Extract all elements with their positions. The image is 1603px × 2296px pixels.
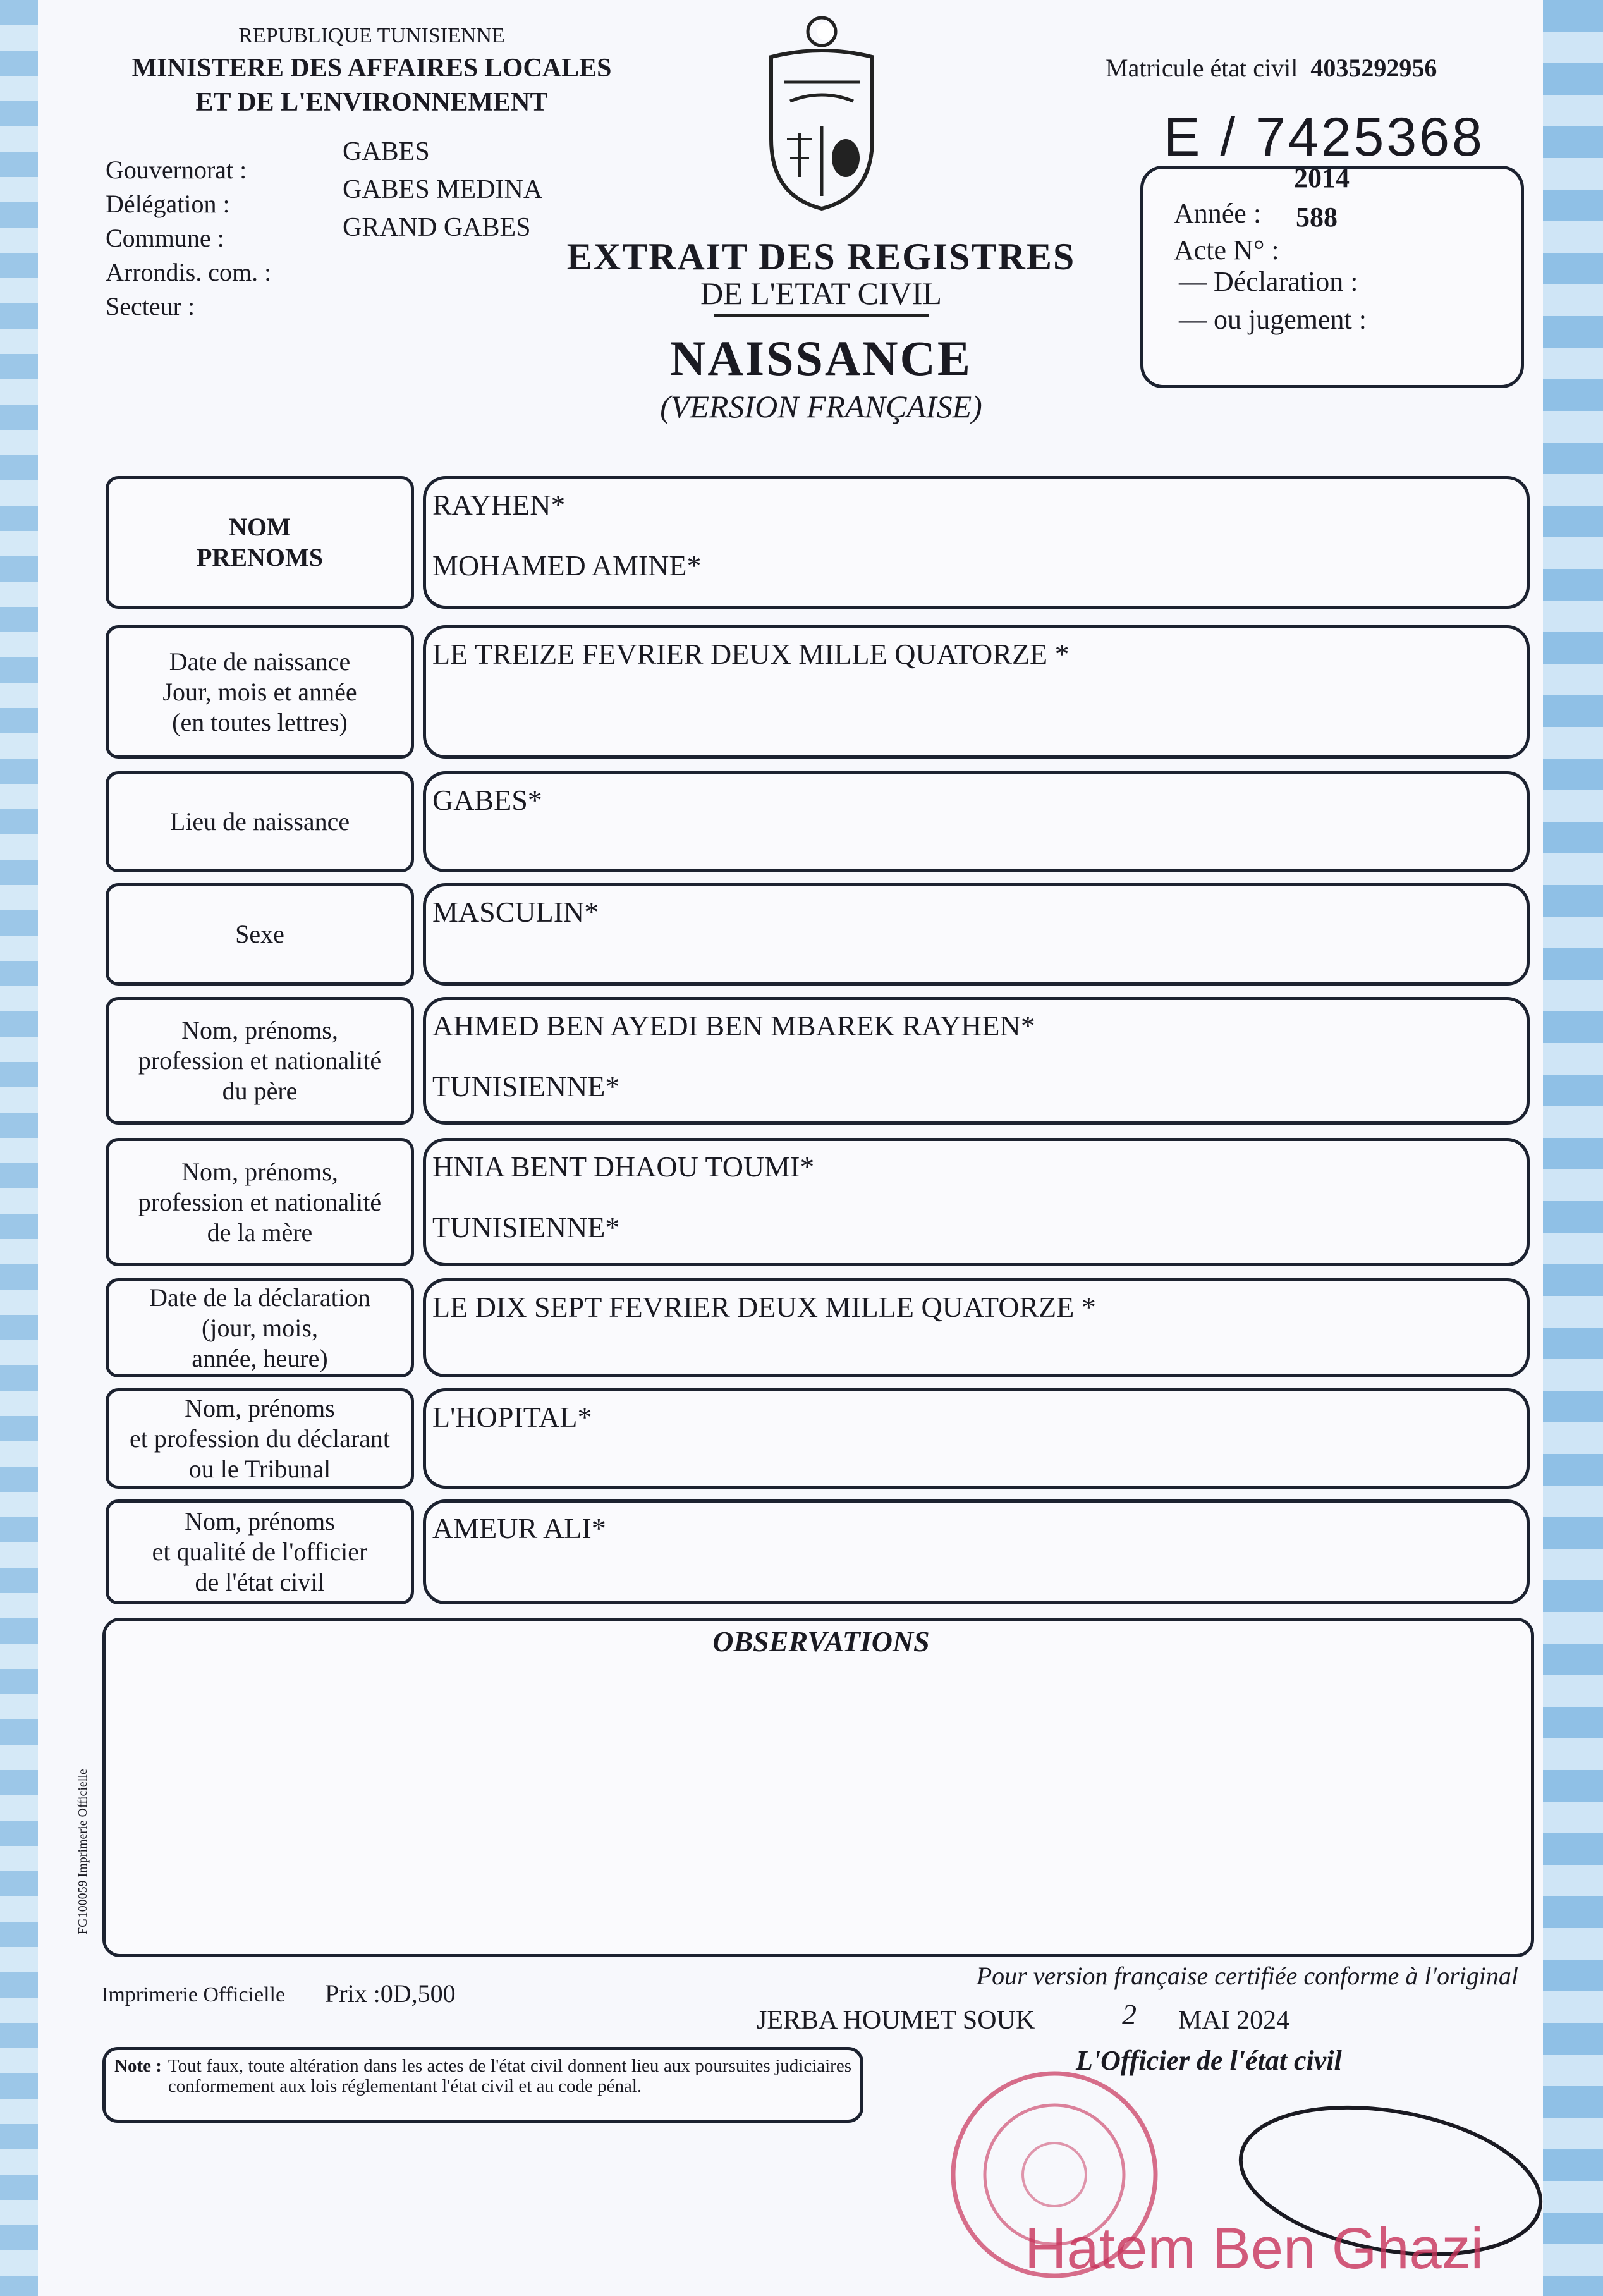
label-line: PRENOMS xyxy=(197,543,323,571)
field-value xyxy=(423,1278,1530,1377)
label-line: (jour, mois, xyxy=(202,1313,318,1342)
label-line: Sexe xyxy=(235,920,284,948)
field-label xyxy=(106,1278,414,1377)
value-gouvernorat: GABES xyxy=(343,137,430,166)
label-line: Lieu de naissance xyxy=(169,807,350,836)
issue-place: JERBA HOUMET SOUK xyxy=(757,2006,1035,2035)
printer-label: Imprimerie Officielle xyxy=(101,1983,286,2006)
field-value xyxy=(423,1499,1530,1604)
title-divider xyxy=(714,314,929,317)
signature-name: Hatem Ben Ghazi xyxy=(1025,2216,1484,2281)
value-line: TUNISIENNE* xyxy=(432,1211,620,1243)
certified-label: Pour version française certifiée conforme à l'original xyxy=(976,1962,1518,1990)
security-border-right xyxy=(1543,0,1603,2296)
ministry-line-2: ET DE L'ENVIRONNEMENT xyxy=(195,88,548,117)
label-secteur: Secteur : xyxy=(106,292,195,321)
field-label xyxy=(106,1499,414,1604)
admin-labels xyxy=(106,153,271,324)
value-line: AHMED BEN AYEDI BEN MBAREK RAYHEN* xyxy=(432,1010,1035,1042)
value-line: TUNISIENNE* xyxy=(432,1070,620,1102)
label-line: ou le Tribunal xyxy=(188,1454,331,1483)
field-value xyxy=(423,771,1530,872)
label-line: de l'état civil xyxy=(195,1568,325,1596)
label-delegation: Délégation : xyxy=(106,190,230,218)
value-delegation: GABES MEDINA xyxy=(343,175,543,204)
issue-day: 2 xyxy=(1122,1998,1137,2030)
value-commune: GRAND GABES xyxy=(343,213,531,242)
acte-label: Acte N° : xyxy=(1174,235,1279,266)
field-label xyxy=(106,883,414,986)
matricule: Matricule état civil 4035292956 xyxy=(1106,54,1437,82)
label-line: Date de naissance xyxy=(169,647,351,676)
document-type: NAISSANCE xyxy=(670,331,972,386)
field-value xyxy=(423,1388,1530,1489)
label-line: et profession du déclarant xyxy=(129,1424,391,1453)
value-line: GABES* xyxy=(432,784,542,816)
field-value xyxy=(423,1138,1530,1266)
security-border-left xyxy=(0,0,38,2296)
label-gouvernorat: Gouvernorat : xyxy=(106,156,247,184)
label-line: du père xyxy=(222,1077,298,1105)
legal-note: Note : Tout faux, toute altération dans les actes de l'état civil donnent lieu aux poursuites judiciaires conformement aux lois réglementant l'état civil et au code pénal. xyxy=(102,2047,863,2123)
value-line: MASCULIN* xyxy=(432,896,599,928)
label-line: Nom, prénoms xyxy=(185,1393,335,1422)
label-line: profession et nationalité xyxy=(138,1046,382,1075)
jugement-label: — ou jugement : xyxy=(1179,304,1367,335)
observations-title: OBSERVATIONS xyxy=(712,1625,930,1658)
value-line: LE DIX SEPT FEVRIER DEUX MILLE QUATORZE * xyxy=(432,1291,1096,1323)
label-line: année, heure) xyxy=(192,1343,328,1372)
value-line: L'HOPITAL* xyxy=(432,1401,592,1433)
observations-box xyxy=(102,1618,1534,1957)
field-label xyxy=(106,997,414,1125)
declaration-label: — Déclaration : xyxy=(1179,266,1358,297)
field-value xyxy=(423,625,1530,759)
value-line: LE TREIZE FEVRIER DEUX MILLE QUATORZE * xyxy=(432,638,1070,670)
field-value xyxy=(423,883,1530,986)
admin-values xyxy=(343,133,542,247)
annee-label: Année : xyxy=(1174,198,1262,229)
label-line: Date de la déclaration xyxy=(149,1283,370,1312)
label-line: (en toutes lettres) xyxy=(172,707,348,736)
value-line: RAYHEN* xyxy=(432,489,566,521)
price-label: Prix :0D,500 xyxy=(325,1979,456,2008)
field-value xyxy=(423,997,1530,1125)
field-label xyxy=(106,771,414,872)
label-line: et qualité de l'officier xyxy=(152,1537,368,1566)
value-line: AMEUR ALI* xyxy=(432,1512,606,1544)
label-commune: Commune : xyxy=(106,224,224,252)
title-line-1: EXTRAIT DES REGISTRES xyxy=(566,236,1076,278)
year-value: 2014 xyxy=(1294,162,1350,193)
side-print-code: FG100059 Imprimerie Officielle xyxy=(76,1769,90,1934)
field-label xyxy=(106,1388,414,1489)
field-label xyxy=(106,625,414,759)
label-line: Nom, prénoms, xyxy=(181,1157,338,1186)
label-line: de la mère xyxy=(207,1218,313,1247)
label-arrondissement: Arrondis. com. : xyxy=(106,258,272,286)
value-line: HNIA BENT DHAOU TOUMI* xyxy=(432,1151,815,1183)
officer-title: L'Officier de l'état civil xyxy=(1076,2045,1342,2076)
republic-label: REPUBLIQUE TUNISIENNE xyxy=(238,24,505,47)
label-line: profession et nationalité xyxy=(138,1187,382,1216)
title-line-2: DE L'ETAT CIVIL xyxy=(700,276,942,311)
field-label xyxy=(106,476,414,609)
field-label xyxy=(106,1138,414,1266)
version-label: (VERSION FRANÇAISE) xyxy=(660,389,982,424)
label-line: NOM xyxy=(229,513,291,541)
ministry-line-1: MINISTERE DES AFFAIRES LOCALES xyxy=(131,54,612,83)
issue-month-year: MAI 2024 xyxy=(1178,2006,1290,2035)
acte-value: 588 xyxy=(1296,202,1338,233)
matricule-value: 4035292956 xyxy=(1310,54,1437,82)
field-value xyxy=(423,476,1530,609)
label-line: Nom, prénoms, xyxy=(181,1016,338,1044)
serial-number: E / 7425368 xyxy=(1164,107,1485,168)
value-line: MOHAMED AMINE* xyxy=(432,549,702,582)
label-line: Jour, mois et année xyxy=(162,677,357,706)
label-line: Nom, prénoms xyxy=(185,1507,335,1536)
tunisia-emblem-icon xyxy=(759,13,885,215)
